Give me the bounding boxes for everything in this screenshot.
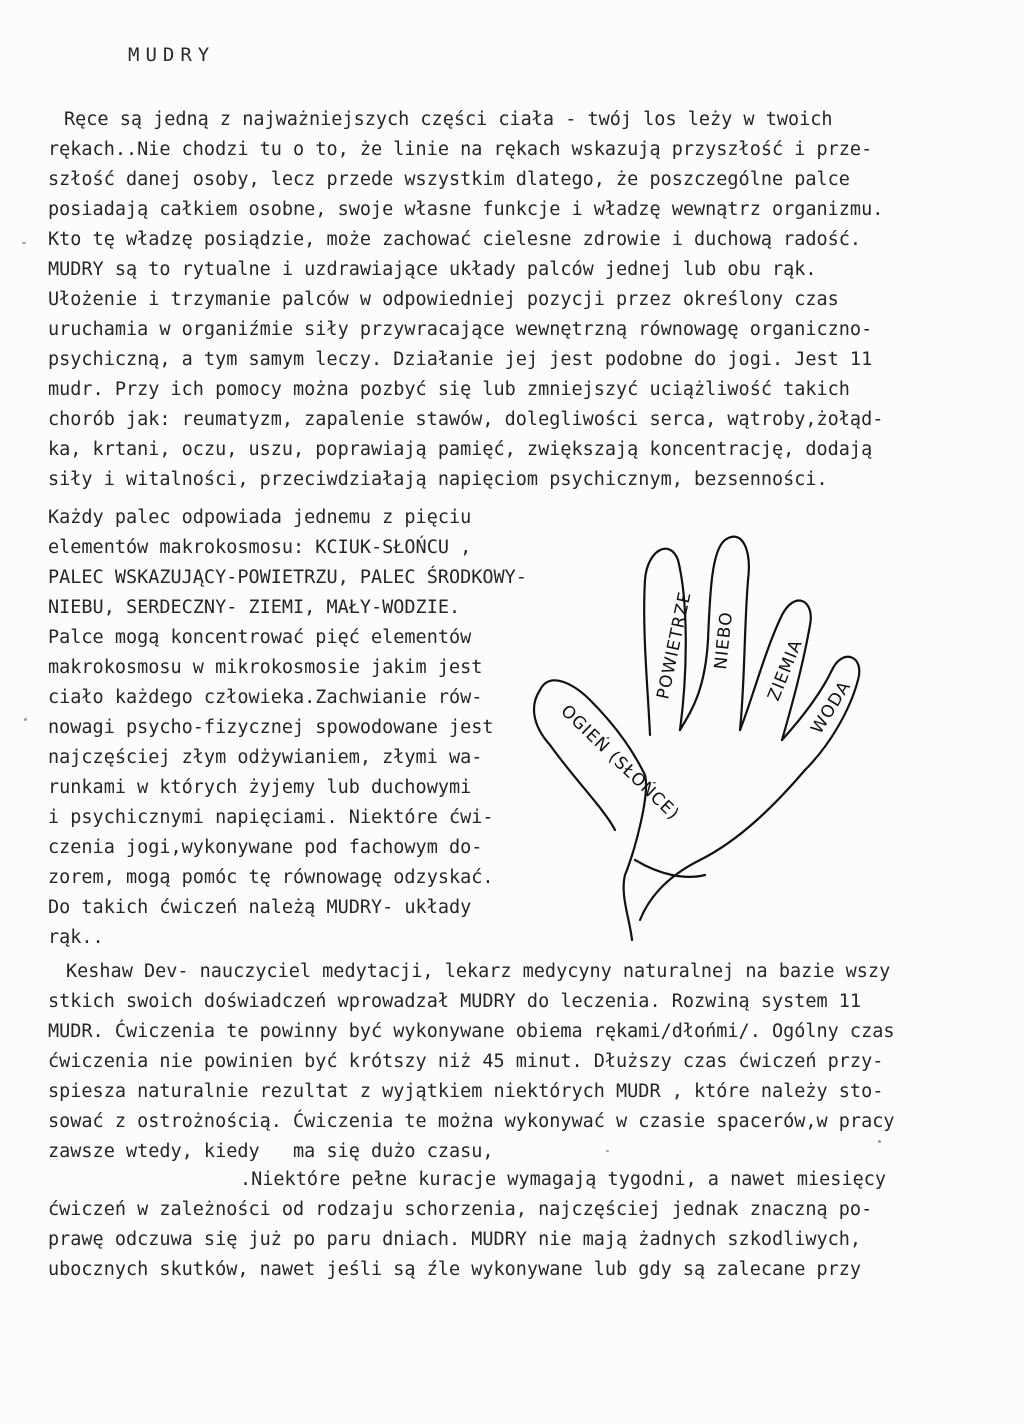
- text-line: ka, krtani, oczu, uszu, poprawiają pamięć, zwiększają koncentrację, dodają: [48, 439, 873, 460]
- text-line: stkich swoich doświadczeń wprowadzał MUDRY do leczenia. Rozwiną system 11: [48, 991, 862, 1012]
- text-line: makrokosmosu w mikrokosmosie jakim jest: [48, 657, 483, 678]
- text-line: ciało każdego człowieka.Zachwianie rów-: [48, 687, 483, 708]
- text-line: sować z ostrożnością. Ćwiczenia te można wykonywać w czasie spacerów,w pracy: [48, 1111, 895, 1132]
- label-powietrze: POWIETRZE: [653, 589, 696, 702]
- page-title: MUDRY: [128, 44, 216, 66]
- label-niebo: NIEBO: [711, 610, 738, 671]
- scan-speck: [24, 718, 27, 721]
- text-line: najczęściej złym odżywianiem, złymi wa-: [48, 747, 483, 768]
- label-woda: WODA: [807, 677, 856, 738]
- text-line: rąk..: [48, 927, 104, 948]
- text-line: spiesza naturalnie rezultat z wyjątkiem niektórych MUDR , które należy sto-: [48, 1081, 884, 1102]
- text-line: Każdy palec odpowiada jednemu z pięciu: [48, 507, 472, 528]
- text-line: chorób jak: reumatyzm, zapalenie stawów, dolegliwości serca, wątroby,żołąd-: [48, 409, 884, 430]
- text-line: runkami w których żyjemy lub duchowymi: [48, 777, 472, 798]
- text-line: Do takich ćwiczeń należą MUDRY- układy: [48, 897, 472, 918]
- text-line: rękach..Nie chodzi tu o to, że linie na rękach wskazują przyszłość i prze-: [48, 139, 873, 160]
- text-line: MUDR. Ćwiczenia te powinny być wykonywane obiema rękami/dłońmi/. Ogólny czas: [48, 1021, 895, 1042]
- text-line: prawę odczuwa się już po paru dniach. MUDRY nie mają żadnych szkodliwych,: [48, 1229, 862, 1250]
- text-line: PALEC WSKAZUJĄCY-POWIETRZU, PALEC ŚRODKOWY-: [48, 567, 527, 588]
- text-line: NIEBU, SERDECZNY- ZIEMI, MAŁY-WODZIE.: [48, 597, 461, 618]
- text-line: MUDRY są to rytualne i uzdrawiające układy palców jednej lub obu rąk.: [48, 259, 817, 280]
- text-line: zawsze wtedy, kiedy ma się dużo czasu,: [48, 1141, 494, 1162]
- text-line: ćwiczenia nie powinien być krótszy niż 45 minut. Dłuższy czas ćwiczeń przy-: [48, 1051, 884, 1072]
- text-line: mudr. Przy ich pomocy można pozbyć się lub zmniejszyć uciążliwość takich: [48, 379, 850, 400]
- label-ogien-slonce: OGIEŃ (SŁOŃCE): [556, 701, 684, 825]
- thumb-outline: [540, 680, 646, 940]
- text-line: i psychicznymi napięciami. Niektóre ćwi-: [48, 807, 494, 828]
- scan-speck: [22, 242, 26, 244]
- scan-speck: [606, 1150, 609, 1152]
- text-line: uruchamia w organiźmie siły przywracające wewnętrzną równowagę organiczno-: [48, 319, 873, 340]
- text-line: nowagi psycho-fizycznej spowodowane jest: [48, 717, 494, 738]
- text-line: siły i witalności, przeciwdziałają napięciom psychicznym, bezsenności.: [48, 469, 828, 490]
- text-line: Palce mogą koncentrować pięć elementów: [48, 627, 472, 648]
- text-line: ćwiczeń w zależności od rodzaju schorzenia, najczęściej jednak znaczną po-: [48, 1199, 873, 1220]
- text-line: zorem, mogą pomóc tę równowagę odzyskać.: [48, 867, 494, 888]
- text-line: psychiczną, a tym samym leczy. Działanie jej jest podobne do jogi. Jest 11: [48, 349, 873, 370]
- text-line: Keshaw Dev- nauczyciel medytacji, lekarz medycyny naturalnej na bazie wszy: [66, 961, 891, 982]
- text-line: .Niektóre pełne kuracje wymagają tygodni, a nawet miesięcy: [240, 1169, 887, 1190]
- text-line: ubocznych skutków, nawet jeśli są źle wykonywane lub gdy są zalecane przy: [48, 1259, 862, 1280]
- text-line: czenia jogi,wykonywane pod fachowym do-: [48, 837, 483, 858]
- label-ziemia: ZIEMIA: [764, 636, 807, 704]
- hand-diagram: [520, 520, 990, 950]
- text-line: Kto tę władzę posiądzie, może zachować cielesne zdrowie i duchową radość.: [48, 229, 862, 250]
- text-line: elementów makrokosmosu: KCIUK-SŁOŃCU ,: [48, 537, 472, 558]
- text-line: szłość danej osoby, lecz przede wszystkim dlatego, że poszczególne palce: [48, 169, 850, 190]
- text-line: Ręce są jedną z najważniejszych części ciała - twój los leży w twoich: [64, 109, 833, 130]
- text-line: Ułożenie i trzymanie palców w odpowiedniej pozycji przez określony czas: [48, 289, 839, 310]
- scan-speck: [878, 1140, 881, 1143]
- text-line: posiadają całkiem osobne, swoje własne funkcje i władzę wewnątrz organizmu.: [48, 199, 884, 220]
